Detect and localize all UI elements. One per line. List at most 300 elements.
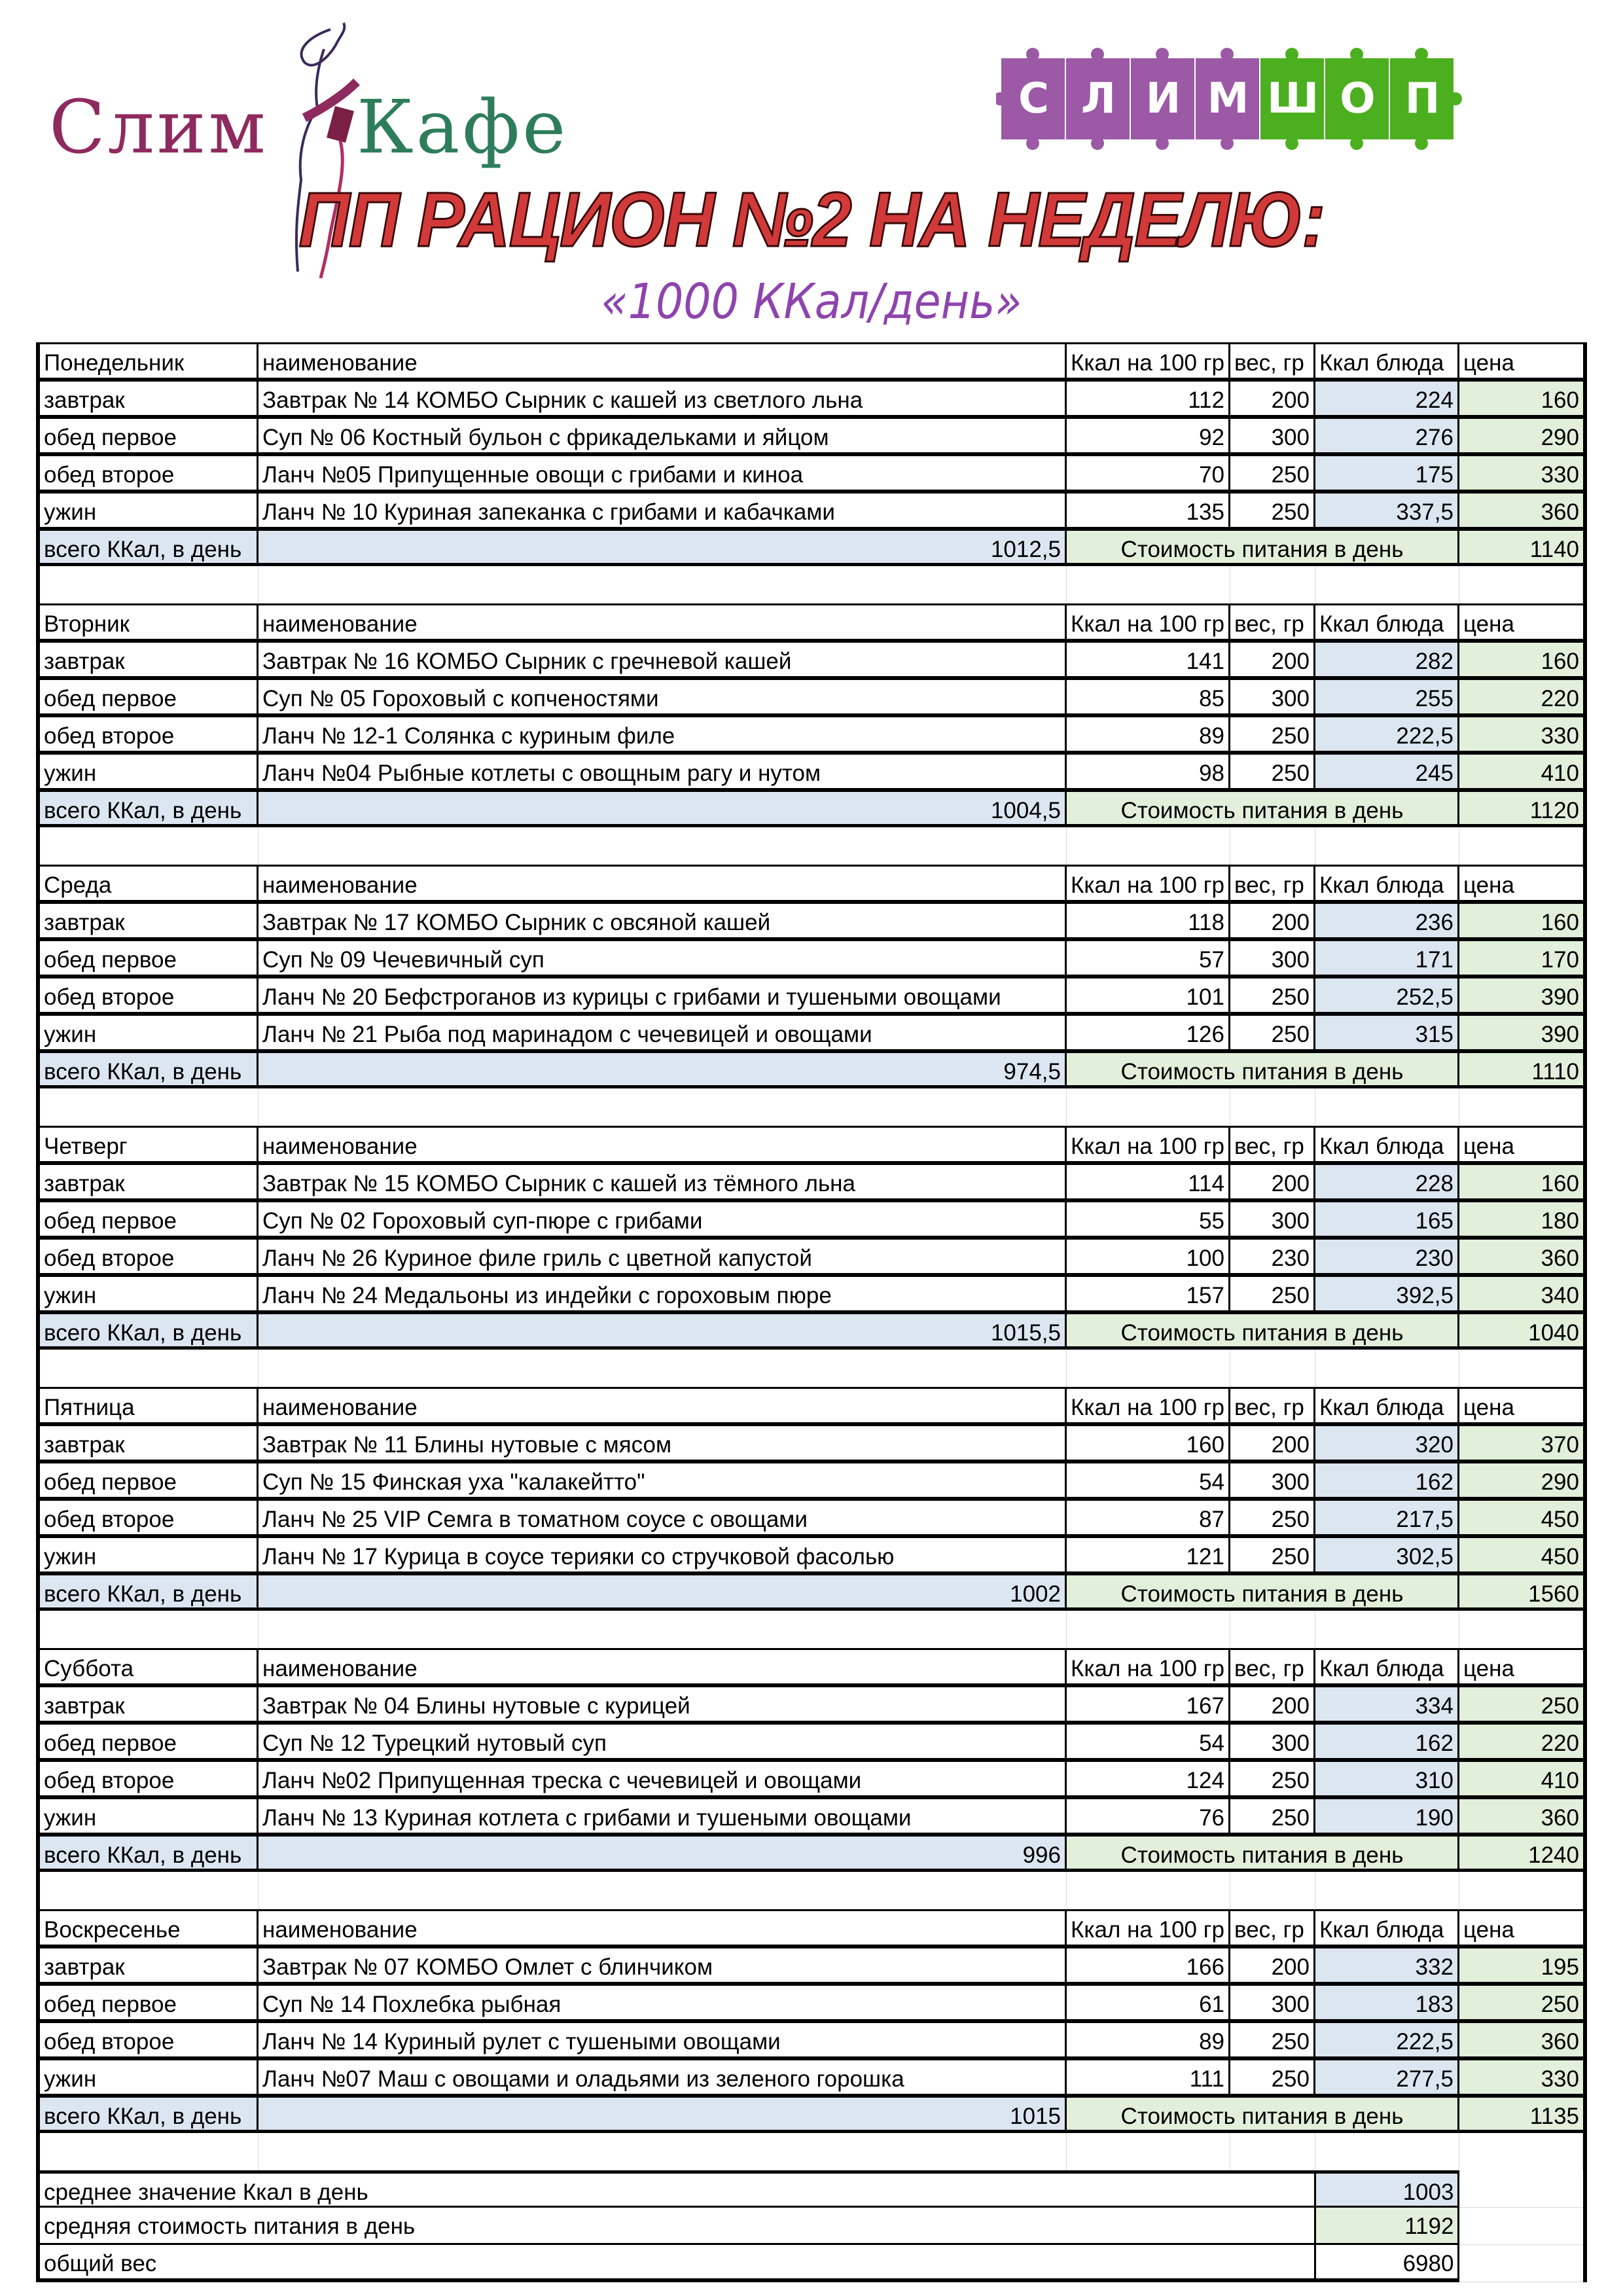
empty-cell bbox=[1230, 1088, 1315, 1126]
empty-cell bbox=[1459, 1611, 1583, 1648]
dish-kcal: 162 bbox=[1315, 1462, 1459, 1499]
column-header-weight: вес, гр bbox=[1230, 865, 1315, 902]
shop-logo-letter: И bbox=[1145, 75, 1181, 123]
dish-price: 450 bbox=[1459, 1499, 1583, 1536]
empty-cell bbox=[1315, 566, 1459, 603]
kcal-per-100g: 92 bbox=[1067, 417, 1230, 454]
dish-name: Ланч №04 Рыбные котлеты с овощным рагу и нутом bbox=[259, 753, 1067, 790]
day-header-row bbox=[40, 1909, 1583, 1946]
spacer-row bbox=[40, 2133, 1583, 2170]
day-total-row bbox=[40, 1051, 1583, 1088]
kcal-per-100g: 121 bbox=[1067, 1536, 1230, 1573]
day-block bbox=[40, 865, 1583, 1126]
empty-cell bbox=[259, 566, 1067, 603]
empty-cell bbox=[40, 827, 259, 865]
shop-logo-puzzle-piece bbox=[1131, 56, 1196, 142]
day-cost-value: 1120 bbox=[1459, 790, 1583, 827]
empty-cell bbox=[1067, 1611, 1230, 1648]
column-header-weight: вес, гр bbox=[1230, 342, 1315, 380]
empty-cell bbox=[1067, 1088, 1230, 1126]
meal-type: обед второе bbox=[40, 1238, 259, 1275]
empty-cell bbox=[40, 1088, 259, 1126]
meal-type: ужин bbox=[40, 753, 259, 790]
column-header-weight: вес, гр bbox=[1230, 1648, 1315, 1685]
dish-price: 180 bbox=[1459, 1200, 1583, 1238]
dish-kcal: 310 bbox=[1315, 1760, 1459, 1797]
dish-name: Завтрак № 14 КОМБО Сырник с кашей из светлого льна bbox=[259, 380, 1067, 417]
spacer-row bbox=[40, 566, 1583, 603]
kcal-per-100g: 57 bbox=[1067, 939, 1230, 977]
meal-type: завтрак bbox=[40, 380, 259, 417]
meal-type: завтрак bbox=[40, 641, 259, 678]
column-header-price: цена bbox=[1459, 1909, 1583, 1946]
day-block bbox=[40, 1648, 1583, 1909]
kcal-per-100g: 101 bbox=[1067, 977, 1230, 1014]
column-header-kcal-per-100g: Ккал на 100 гр bbox=[1067, 1387, 1230, 1424]
meal-type: обед первое bbox=[40, 417, 259, 454]
kcal-per-100g: 114 bbox=[1067, 1163, 1230, 1200]
dish-price: 360 bbox=[1459, 1797, 1583, 1835]
meal-row bbox=[40, 1163, 1583, 1200]
dish-name: Суп № 02 Гороховый суп-пюре с грибами bbox=[259, 1200, 1067, 1238]
meal-type: обед первое bbox=[40, 678, 259, 715]
dish-price: 290 bbox=[1459, 1462, 1583, 1499]
meal-type: ужин bbox=[40, 1797, 259, 1835]
day-cost-label: Стоимость питания в день bbox=[1067, 1835, 1459, 1872]
meal-row bbox=[40, 1723, 1583, 1760]
day-name: Суббота bbox=[40, 1648, 259, 1685]
dish-price: 390 bbox=[1459, 1014, 1583, 1051]
shop-logo-puzzle-piece bbox=[1066, 56, 1131, 142]
dish-name: Суп № 12 Турецкий нутовый суп bbox=[259, 1723, 1067, 1760]
meal-type: ужин bbox=[40, 492, 259, 529]
dish-weight: 200 bbox=[1230, 1163, 1315, 1200]
column-header-kcal-per-100g: Ккал на 100 гр bbox=[1067, 865, 1230, 902]
day-cost-value: 1560 bbox=[1459, 1573, 1583, 1611]
meal-type: обед второе bbox=[40, 715, 259, 753]
column-header-name: наименование bbox=[259, 1909, 1067, 1946]
day-total-row bbox=[40, 790, 1583, 827]
dish-price: 160 bbox=[1459, 380, 1583, 417]
column-header-kcal-dish: Ккал блюда bbox=[1315, 1648, 1459, 1685]
meal-row bbox=[40, 1685, 1583, 1723]
empty-cell bbox=[259, 1088, 1067, 1126]
meal-row bbox=[40, 1946, 1583, 1984]
day-header-row bbox=[40, 603, 1583, 641]
dish-price: 160 bbox=[1459, 902, 1583, 939]
column-header-kcal-per-100g: Ккал на 100 гр bbox=[1067, 1909, 1230, 1946]
dish-price: 250 bbox=[1459, 1984, 1583, 2021]
meal-row bbox=[40, 977, 1583, 1014]
empty-cell bbox=[40, 1350, 259, 1387]
dish-weight: 300 bbox=[1230, 417, 1315, 454]
dish-weight: 250 bbox=[1230, 1275, 1315, 1312]
day-cost-value: 1140 bbox=[1459, 529, 1583, 566]
dish-weight: 200 bbox=[1230, 1946, 1315, 1984]
total-kcal-label: всего ККал, в день bbox=[40, 1835, 259, 1872]
dish-kcal: 222,5 bbox=[1315, 715, 1459, 753]
empty-cell bbox=[1067, 1350, 1230, 1387]
meal-row bbox=[40, 1424, 1583, 1462]
dish-kcal: 337,5 bbox=[1315, 492, 1459, 529]
empty-cell bbox=[1230, 827, 1315, 865]
meal-row bbox=[40, 641, 1583, 678]
page-title: ПП РАЦИОН №2 НА НЕДЕЛЮ: bbox=[298, 177, 1325, 263]
kcal-per-100g: 167 bbox=[1067, 1685, 1230, 1723]
total-kcal-label: всего ККал, в день bbox=[40, 1051, 259, 1088]
total-kcal-value: 1015,5 bbox=[259, 1312, 1067, 1350]
cafe-logo-word-slim: Слим bbox=[49, 85, 268, 170]
empty-cell bbox=[259, 827, 1067, 865]
column-header-name: наименование bbox=[259, 865, 1067, 902]
meal-row bbox=[40, 902, 1583, 939]
empty-cell bbox=[1230, 1872, 1315, 1909]
empty-cell bbox=[1315, 1350, 1459, 1387]
empty-cell bbox=[1067, 827, 1230, 865]
meal-row bbox=[40, 1238, 1583, 1275]
dish-price: 250 bbox=[1459, 1685, 1583, 1723]
kcal-per-100g: 89 bbox=[1067, 2021, 1230, 2058]
meal-type: завтрак bbox=[40, 1424, 259, 1462]
meal-type: обед второе bbox=[40, 2021, 259, 2058]
dish-weight: 300 bbox=[1230, 939, 1315, 977]
dish-price: 360 bbox=[1459, 492, 1583, 529]
column-header-kcal-per-100g: Ккал на 100 гр bbox=[1067, 342, 1230, 380]
day-header-row bbox=[40, 1648, 1583, 1685]
dish-price: 360 bbox=[1459, 2021, 1583, 2058]
total-kcal-label: всего ККал, в день bbox=[40, 790, 259, 827]
kcal-per-100g: 70 bbox=[1067, 454, 1230, 492]
empty-cell bbox=[40, 1611, 259, 1648]
column-header-price: цена bbox=[1459, 1648, 1583, 1685]
day-cost-value: 1040 bbox=[1459, 1312, 1583, 1350]
dish-kcal: 175 bbox=[1315, 454, 1459, 492]
dish-kcal: 165 bbox=[1315, 1200, 1459, 1238]
dish-weight: 250 bbox=[1230, 1760, 1315, 1797]
dish-weight: 250 bbox=[1230, 1014, 1315, 1051]
kcal-per-100g: 98 bbox=[1067, 753, 1230, 790]
day-header-row bbox=[40, 1387, 1583, 1424]
summary-label: средняя стоимость питания в день bbox=[40, 2208, 1316, 2245]
meal-type: ужин bbox=[40, 1014, 259, 1051]
shop-logo-letter: П bbox=[1404, 75, 1440, 123]
dish-weight: 300 bbox=[1230, 1200, 1315, 1238]
dish-kcal: 252,5 bbox=[1315, 977, 1459, 1014]
column-header-kcal-dish: Ккал блюда bbox=[1315, 1387, 1459, 1424]
column-header-kcal-per-100g: Ккал на 100 гр bbox=[1067, 1126, 1230, 1163]
column-header-weight: вес, гр bbox=[1230, 603, 1315, 641]
meal-type: обед первое bbox=[40, 1723, 259, 1760]
day-total-row bbox=[40, 2096, 1583, 2133]
empty-cell bbox=[40, 2133, 259, 2170]
column-header-kcal-dish: Ккал блюда bbox=[1315, 865, 1459, 902]
column-header-kcal-per-100g: Ккал на 100 гр bbox=[1067, 1648, 1230, 1685]
day-name: Пятница bbox=[40, 1387, 259, 1424]
day-cost-value: 1240 bbox=[1459, 1835, 1583, 1872]
spacer-row bbox=[40, 1872, 1583, 1909]
dish-kcal: 334 bbox=[1315, 1685, 1459, 1723]
dish-name: Завтрак № 17 КОМБО Сырник с овсяной кашей bbox=[259, 902, 1067, 939]
dish-weight: 250 bbox=[1230, 2021, 1315, 2058]
total-kcal-value: 974,5 bbox=[259, 1051, 1067, 1088]
day-block bbox=[40, 342, 1583, 603]
column-header-kcal-dish: Ккал блюда bbox=[1315, 342, 1459, 380]
spacer-row bbox=[40, 1350, 1583, 1387]
kcal-per-100g: 135 bbox=[1067, 492, 1230, 529]
empty-cell bbox=[1315, 1088, 1459, 1126]
empty-cell bbox=[1230, 2133, 1315, 2170]
empty-cell bbox=[1315, 2133, 1459, 2170]
day-total-row bbox=[40, 1835, 1583, 1872]
dish-weight: 250 bbox=[1230, 1797, 1315, 1835]
dish-weight: 200 bbox=[1230, 380, 1315, 417]
empty-cell bbox=[259, 1350, 1067, 1387]
dish-kcal: 276 bbox=[1315, 417, 1459, 454]
day-cost-label: Стоимость питания в день bbox=[1067, 2096, 1459, 2133]
empty-cell bbox=[1230, 1350, 1315, 1387]
column-header-kcal-per-100g: Ккал на 100 гр bbox=[1067, 603, 1230, 641]
meal-type: обед первое bbox=[40, 1200, 259, 1238]
ration-table bbox=[36, 342, 1587, 2282]
dish-name: Ланч № 25 VIP Семга в томатном соусе с овощами bbox=[259, 1499, 1067, 1536]
total-kcal-value: 1012,5 bbox=[259, 529, 1067, 566]
spacer-row bbox=[40, 827, 1583, 865]
empty-cell bbox=[1230, 1611, 1315, 1648]
meal-type: завтрак bbox=[40, 1946, 259, 1984]
shop-logo-letter: Л bbox=[1080, 75, 1116, 123]
dish-price: 340 bbox=[1459, 1275, 1583, 1312]
column-header-kcal-dish: Ккал блюда bbox=[1315, 1909, 1459, 1946]
shop-logo-letter: О bbox=[1340, 75, 1376, 123]
dish-name: Суп № 15 Финская уха "калакейтто" bbox=[259, 1462, 1067, 1499]
dish-kcal: 224 bbox=[1315, 380, 1459, 417]
day-header-row bbox=[40, 1126, 1583, 1163]
meal-type: ужин bbox=[40, 1536, 259, 1573]
dish-kcal: 245 bbox=[1315, 753, 1459, 790]
slim-shop-logo bbox=[1001, 56, 1455, 142]
empty-cell bbox=[259, 2133, 1067, 2170]
dish-price: 170 bbox=[1459, 939, 1583, 977]
column-header-weight: вес, гр bbox=[1230, 1126, 1315, 1163]
kcal-per-100g: 124 bbox=[1067, 1760, 1230, 1797]
total-kcal-label: всего ККал, в день bbox=[40, 529, 259, 566]
dish-kcal: 282 bbox=[1315, 641, 1459, 678]
dish-kcal: 332 bbox=[1315, 1946, 1459, 1984]
meal-row bbox=[40, 1984, 1583, 2021]
empty-cell bbox=[259, 1872, 1067, 1909]
meal-type: обед первое bbox=[40, 1984, 259, 2021]
summary-value: 6980 bbox=[1316, 2245, 1459, 2282]
dish-weight: 300 bbox=[1230, 1462, 1315, 1499]
kcal-per-100g: 111 bbox=[1067, 2058, 1230, 2096]
spacer-row bbox=[40, 1611, 1583, 1648]
meal-type: ужин bbox=[40, 1275, 259, 1312]
empty-cell bbox=[1315, 1611, 1459, 1648]
shop-logo-puzzle-piece bbox=[1260, 56, 1325, 142]
column-header-price: цена bbox=[1459, 865, 1583, 902]
cafe-logo-word-cafe: Кафе bbox=[357, 85, 569, 170]
summary-row bbox=[40, 2245, 1583, 2282]
dish-weight: 250 bbox=[1230, 1499, 1315, 1536]
day-block bbox=[40, 1126, 1583, 1387]
dish-weight: 250 bbox=[1230, 977, 1315, 1014]
empty-cell bbox=[1067, 566, 1230, 603]
summary-value: 1003 bbox=[1316, 2170, 1459, 2208]
dish-name: Ланч № 10 Куриная запеканка с грибами и кабачками bbox=[259, 492, 1067, 529]
dish-weight: 200 bbox=[1230, 902, 1315, 939]
day-total-row bbox=[40, 1573, 1583, 1611]
dish-name: Ланч № 21 Рыба под маринадом с чечевицей и овощами bbox=[259, 1014, 1067, 1051]
dish-price: 220 bbox=[1459, 678, 1583, 715]
kcal-per-100g: 61 bbox=[1067, 1984, 1230, 2021]
day-block bbox=[40, 1909, 1583, 2170]
empty-cell bbox=[1459, 2170, 1583, 2208]
kcal-per-100g: 118 bbox=[1067, 902, 1230, 939]
kcal-per-100g: 100 bbox=[1067, 1238, 1230, 1275]
empty-cell bbox=[1459, 1088, 1583, 1126]
kcal-per-100g: 89 bbox=[1067, 715, 1230, 753]
dish-kcal: 171 bbox=[1315, 939, 1459, 977]
empty-cell bbox=[1067, 1872, 1230, 1909]
dish-name: Ланч № 14 Куриный рулет с тушеными овощами bbox=[259, 2021, 1067, 2058]
shop-logo-puzzle-piece bbox=[1390, 56, 1455, 142]
dish-weight: 200 bbox=[1230, 1424, 1315, 1462]
empty-cell bbox=[1459, 1872, 1583, 1909]
day-name: Среда bbox=[40, 865, 259, 902]
dish-price: 410 bbox=[1459, 753, 1583, 790]
dish-name: Ланч № 13 Куриная котлета с грибами и тушеными овощами bbox=[259, 1797, 1067, 1835]
meal-row bbox=[40, 715, 1583, 753]
day-header-row bbox=[40, 865, 1583, 902]
meal-row bbox=[40, 939, 1583, 977]
meal-row bbox=[40, 1014, 1583, 1051]
dish-name: Ланч № 17 Курица в соусе терияки со стручковой фасолью bbox=[259, 1536, 1067, 1573]
day-cost-value: 1110 bbox=[1459, 1051, 1583, 1088]
meal-row bbox=[40, 753, 1583, 790]
day-cost-label: Стоимость питания в день bbox=[1067, 1051, 1459, 1088]
dish-name: Завтрак № 15 КОМБО Сырник с кашей из тёмного льна bbox=[259, 1163, 1067, 1200]
dish-name: Ланч № 20 Бефстроганов из курицы с грибами и тушеными овощами bbox=[259, 977, 1067, 1014]
shop-logo-puzzle-piece bbox=[1001, 56, 1066, 142]
meal-type: обед первое bbox=[40, 939, 259, 977]
column-header-weight: вес, гр bbox=[1230, 1909, 1315, 1946]
meal-row bbox=[40, 1275, 1583, 1312]
dish-name: Завтрак № 11 Блины нутовые с мясом bbox=[259, 1424, 1067, 1462]
dish-kcal: 392,5 bbox=[1315, 1275, 1459, 1312]
dish-weight: 250 bbox=[1230, 715, 1315, 753]
meal-row bbox=[40, 2058, 1583, 2096]
dish-weight: 230 bbox=[1230, 1238, 1315, 1275]
dish-weight: 250 bbox=[1230, 753, 1315, 790]
dish-name: Ланч №02 Припущенная треска с чечевицей и овощами bbox=[259, 1760, 1067, 1797]
empty-cell bbox=[1230, 566, 1315, 603]
kcal-per-100g: 160 bbox=[1067, 1424, 1230, 1462]
dish-weight: 300 bbox=[1230, 1984, 1315, 2021]
dish-kcal: 302,5 bbox=[1315, 1536, 1459, 1573]
meal-row bbox=[40, 454, 1583, 492]
day-header-row bbox=[40, 342, 1583, 380]
dish-price: 410 bbox=[1459, 1760, 1583, 1797]
dish-weight: 200 bbox=[1230, 1685, 1315, 1723]
summary-label: среднее значение Ккал в день bbox=[40, 2170, 1316, 2208]
empty-cell bbox=[1459, 2245, 1583, 2282]
dish-name: Суп № 09 Чечевичный суп bbox=[259, 939, 1067, 977]
total-kcal-value: 1015 bbox=[259, 2096, 1067, 2133]
dish-price: 390 bbox=[1459, 977, 1583, 1014]
meal-row bbox=[40, 2021, 1583, 2058]
empty-cell bbox=[40, 1872, 259, 1909]
meal-row bbox=[40, 492, 1583, 529]
column-header-name: наименование bbox=[259, 342, 1067, 380]
dish-name: Завтрак № 07 КОМБО Омлет с блинчиком bbox=[259, 1946, 1067, 1984]
empty-cell bbox=[1315, 827, 1459, 865]
dish-weight: 250 bbox=[1230, 492, 1315, 529]
empty-cell bbox=[1459, 2208, 1583, 2245]
meal-row bbox=[40, 1200, 1583, 1238]
kcal-per-100g: 141 bbox=[1067, 641, 1230, 678]
total-kcal-value: 1002 bbox=[259, 1573, 1067, 1611]
shop-logo-puzzle-piece bbox=[1325, 56, 1390, 142]
column-header-price: цена bbox=[1459, 1126, 1583, 1163]
summary-row bbox=[40, 2208, 1583, 2245]
dish-kcal: 320 bbox=[1315, 1424, 1459, 1462]
column-header-kcal-dish: Ккал блюда bbox=[1315, 1126, 1459, 1163]
dish-kcal: 217,5 bbox=[1315, 1499, 1459, 1536]
dish-price: 330 bbox=[1459, 715, 1583, 753]
dish-kcal: 315 bbox=[1315, 1014, 1459, 1051]
dish-name: Завтрак № 16 КОМБО Сырник с гречневой кашей bbox=[259, 641, 1067, 678]
empty-cell bbox=[1459, 566, 1583, 603]
dish-weight: 200 bbox=[1230, 641, 1315, 678]
meal-type: ужин bbox=[40, 2058, 259, 2096]
day-block bbox=[40, 1387, 1583, 1648]
day-name: Воскресенье bbox=[40, 1909, 259, 1946]
dish-name: Ланч №05 Припущенные овощи с грибами и киноа bbox=[259, 454, 1067, 492]
total-kcal-value: 1004,5 bbox=[259, 790, 1067, 827]
kcal-per-100g: 76 bbox=[1067, 1797, 1230, 1835]
dish-name: Суп № 14 Похлебка рыбная bbox=[259, 1984, 1067, 2021]
meal-row bbox=[40, 1797, 1583, 1835]
summary-value: 1192 bbox=[1316, 2208, 1459, 2245]
dish-kcal: 236 bbox=[1315, 902, 1459, 939]
dish-price: 330 bbox=[1459, 2058, 1583, 2096]
kcal-per-100g: 85 bbox=[1067, 678, 1230, 715]
empty-cell bbox=[40, 566, 259, 603]
dish-price: 160 bbox=[1459, 1163, 1583, 1200]
dish-kcal: 228 bbox=[1315, 1163, 1459, 1200]
empty-cell bbox=[1459, 2133, 1583, 2170]
kcal-per-100g: 87 bbox=[1067, 1499, 1230, 1536]
meal-type: завтрак bbox=[40, 902, 259, 939]
column-header-price: цена bbox=[1459, 603, 1583, 641]
dish-weight: 250 bbox=[1230, 1536, 1315, 1573]
dish-kcal: 162 bbox=[1315, 1723, 1459, 1760]
empty-cell bbox=[1067, 2133, 1230, 2170]
day-total-row bbox=[40, 529, 1583, 566]
day-name: Четверг bbox=[40, 1126, 259, 1163]
dish-name: Ланч № 12-1 Солянка с куриным филе bbox=[259, 715, 1067, 753]
empty-cell bbox=[1459, 827, 1583, 865]
dish-kcal: 230 bbox=[1315, 1238, 1459, 1275]
day-total-row bbox=[40, 1312, 1583, 1350]
shop-logo-letter: С bbox=[1018, 75, 1049, 123]
dish-weight: 250 bbox=[1230, 454, 1315, 492]
column-header-kcal-dish: Ккал блюда bbox=[1315, 603, 1459, 641]
meal-row bbox=[40, 1462, 1583, 1499]
empty-cell bbox=[259, 1611, 1067, 1648]
dish-name: Ланч №07 Маш с овощами и оладьями из зеленого горошка bbox=[259, 2058, 1067, 2096]
column-header-weight: вес, гр bbox=[1230, 1387, 1315, 1424]
